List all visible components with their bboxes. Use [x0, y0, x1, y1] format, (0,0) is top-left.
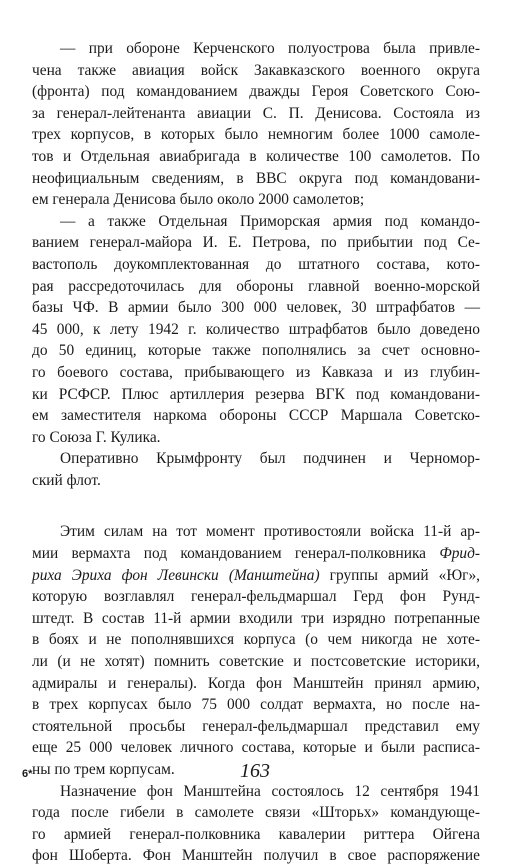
paragraph-manstein-appointment [32, 781, 480, 867]
text-line: до 50 единиц, которые также пополнялись за счет основно- [32, 342, 480, 360]
printer-signature-mark: 6* [22, 768, 33, 780]
text-line: ны по трем корпусам. [32, 761, 175, 778]
text-line: за генерал-лейтенанта авиации С. П. Денисова. Состояла из [32, 104, 480, 122]
text-line: го боевого состава, прибывающего из Кавказа и из глубин- [32, 363, 480, 381]
paragraph-primorskaya-army [32, 211, 480, 449]
book-page-text [32, 38, 480, 867]
page-number: 163 [240, 760, 270, 782]
text-line: года после гибели в самолете связи «Шторьх» командующе- [32, 804, 480, 822]
text-line: ки РСФСР. Плюс артиллерия резерва ВГК под командовани- [32, 385, 480, 403]
text-line: ем генерала Денисова было около 2000 самолетов; [32, 191, 365, 209]
text-line: базы ЧФ. В армии было 300 000 человек, 30 штрафбатов — [32, 299, 480, 317]
paragraph-black-sea-fleet [32, 448, 480, 491]
text-line: адмиралы и генералы). Когда фон Манштейн принял армию, [32, 674, 480, 692]
text-line: в боях и не пополнявшихся корпуса (о чем никогда не хоте- [32, 631, 480, 649]
text-line: тов и Отдельная авиабригада в количестве 100 самолетов. По [32, 147, 480, 165]
text-line: в трех корпусах было 75 000 солдат вермахта, но после на- [32, 696, 480, 714]
text-line: штедт. В состав 11-й армии входили три изрядно потрепанные [32, 609, 480, 627]
text-line: вастополь доукомплектованная до штатного состава, кото- [32, 255, 480, 273]
text-line: го Союза Г. Кулика. [32, 428, 161, 446]
italic-name: риха Эриха фон Левински (Манштейна) [32, 566, 320, 584]
text-line: Назначение фон Манштейна состоялось 12 сентября 1941 [60, 782, 480, 800]
paragraph-11th-army [32, 521, 480, 780]
text-line: неофициальным сведениям, в ВВС округа под командовани- [32, 169, 480, 187]
text-segment: группы армий «Юг», [319, 566, 481, 584]
text-line: которую возглавлял генерал-фельдмаршал Герд фон Рунд- [32, 588, 480, 606]
text-line: Оперативно Крымфронту был подчинен и Черномор- [60, 450, 480, 468]
text-line: Этим силам на тот момент противостояли войска 11-й ар- [60, 523, 480, 541]
text-line: 45 000, к лету 1942 г. количество штрафбатов было доведено [32, 320, 480, 338]
text-line: еще 25 000 человек личного состава, которые и были расписа- [32, 739, 480, 757]
text-line: рая рассредоточилась для обороны главной военно-морской [32, 277, 480, 295]
text-line: ем заместителя наркома обороны СССР Маршала Советско- [32, 407, 480, 425]
text-line [32, 543, 480, 565]
text-line: — при обороне Керченского полуострова была привле- [60, 40, 480, 57]
text-line: ли (и не хотят) помнить советские и постсоветские историки, [32, 653, 480, 671]
text-segment: мии вермахта под командованием генерал-полковника [32, 545, 440, 563]
text-line: трех корпусов, в которых было немногим более 1000 самоле- [32, 126, 480, 144]
text-line: ванием генерал-майора И. Е. Петрова, по прибытии под Се- [32, 234, 480, 252]
paragraph-aviation [32, 38, 480, 211]
text-line: го армией генерал-полковника кавалерии риттера Ойгена [32, 825, 480, 843]
text-line [32, 565, 480, 587]
text-line: (фронта) под командованием дважды Героя Советского Сою- [32, 83, 480, 101]
text-line: ский флот. [32, 471, 101, 489]
text-line: фон Шоберта. Фон Манштейн получил в свое распоряжение [32, 847, 480, 865]
italic-name: Фрид- [439, 545, 480, 563]
text-line: стоятельной просьбы генерал-фельдмаршал представил ему [32, 717, 480, 735]
text-line: чена также авиация войск Закавказского военного округа [32, 61, 480, 79]
text-line: — а также Отдельная Приморская армия под командо- [60, 212, 480, 230]
section-break [32, 491, 480, 521]
